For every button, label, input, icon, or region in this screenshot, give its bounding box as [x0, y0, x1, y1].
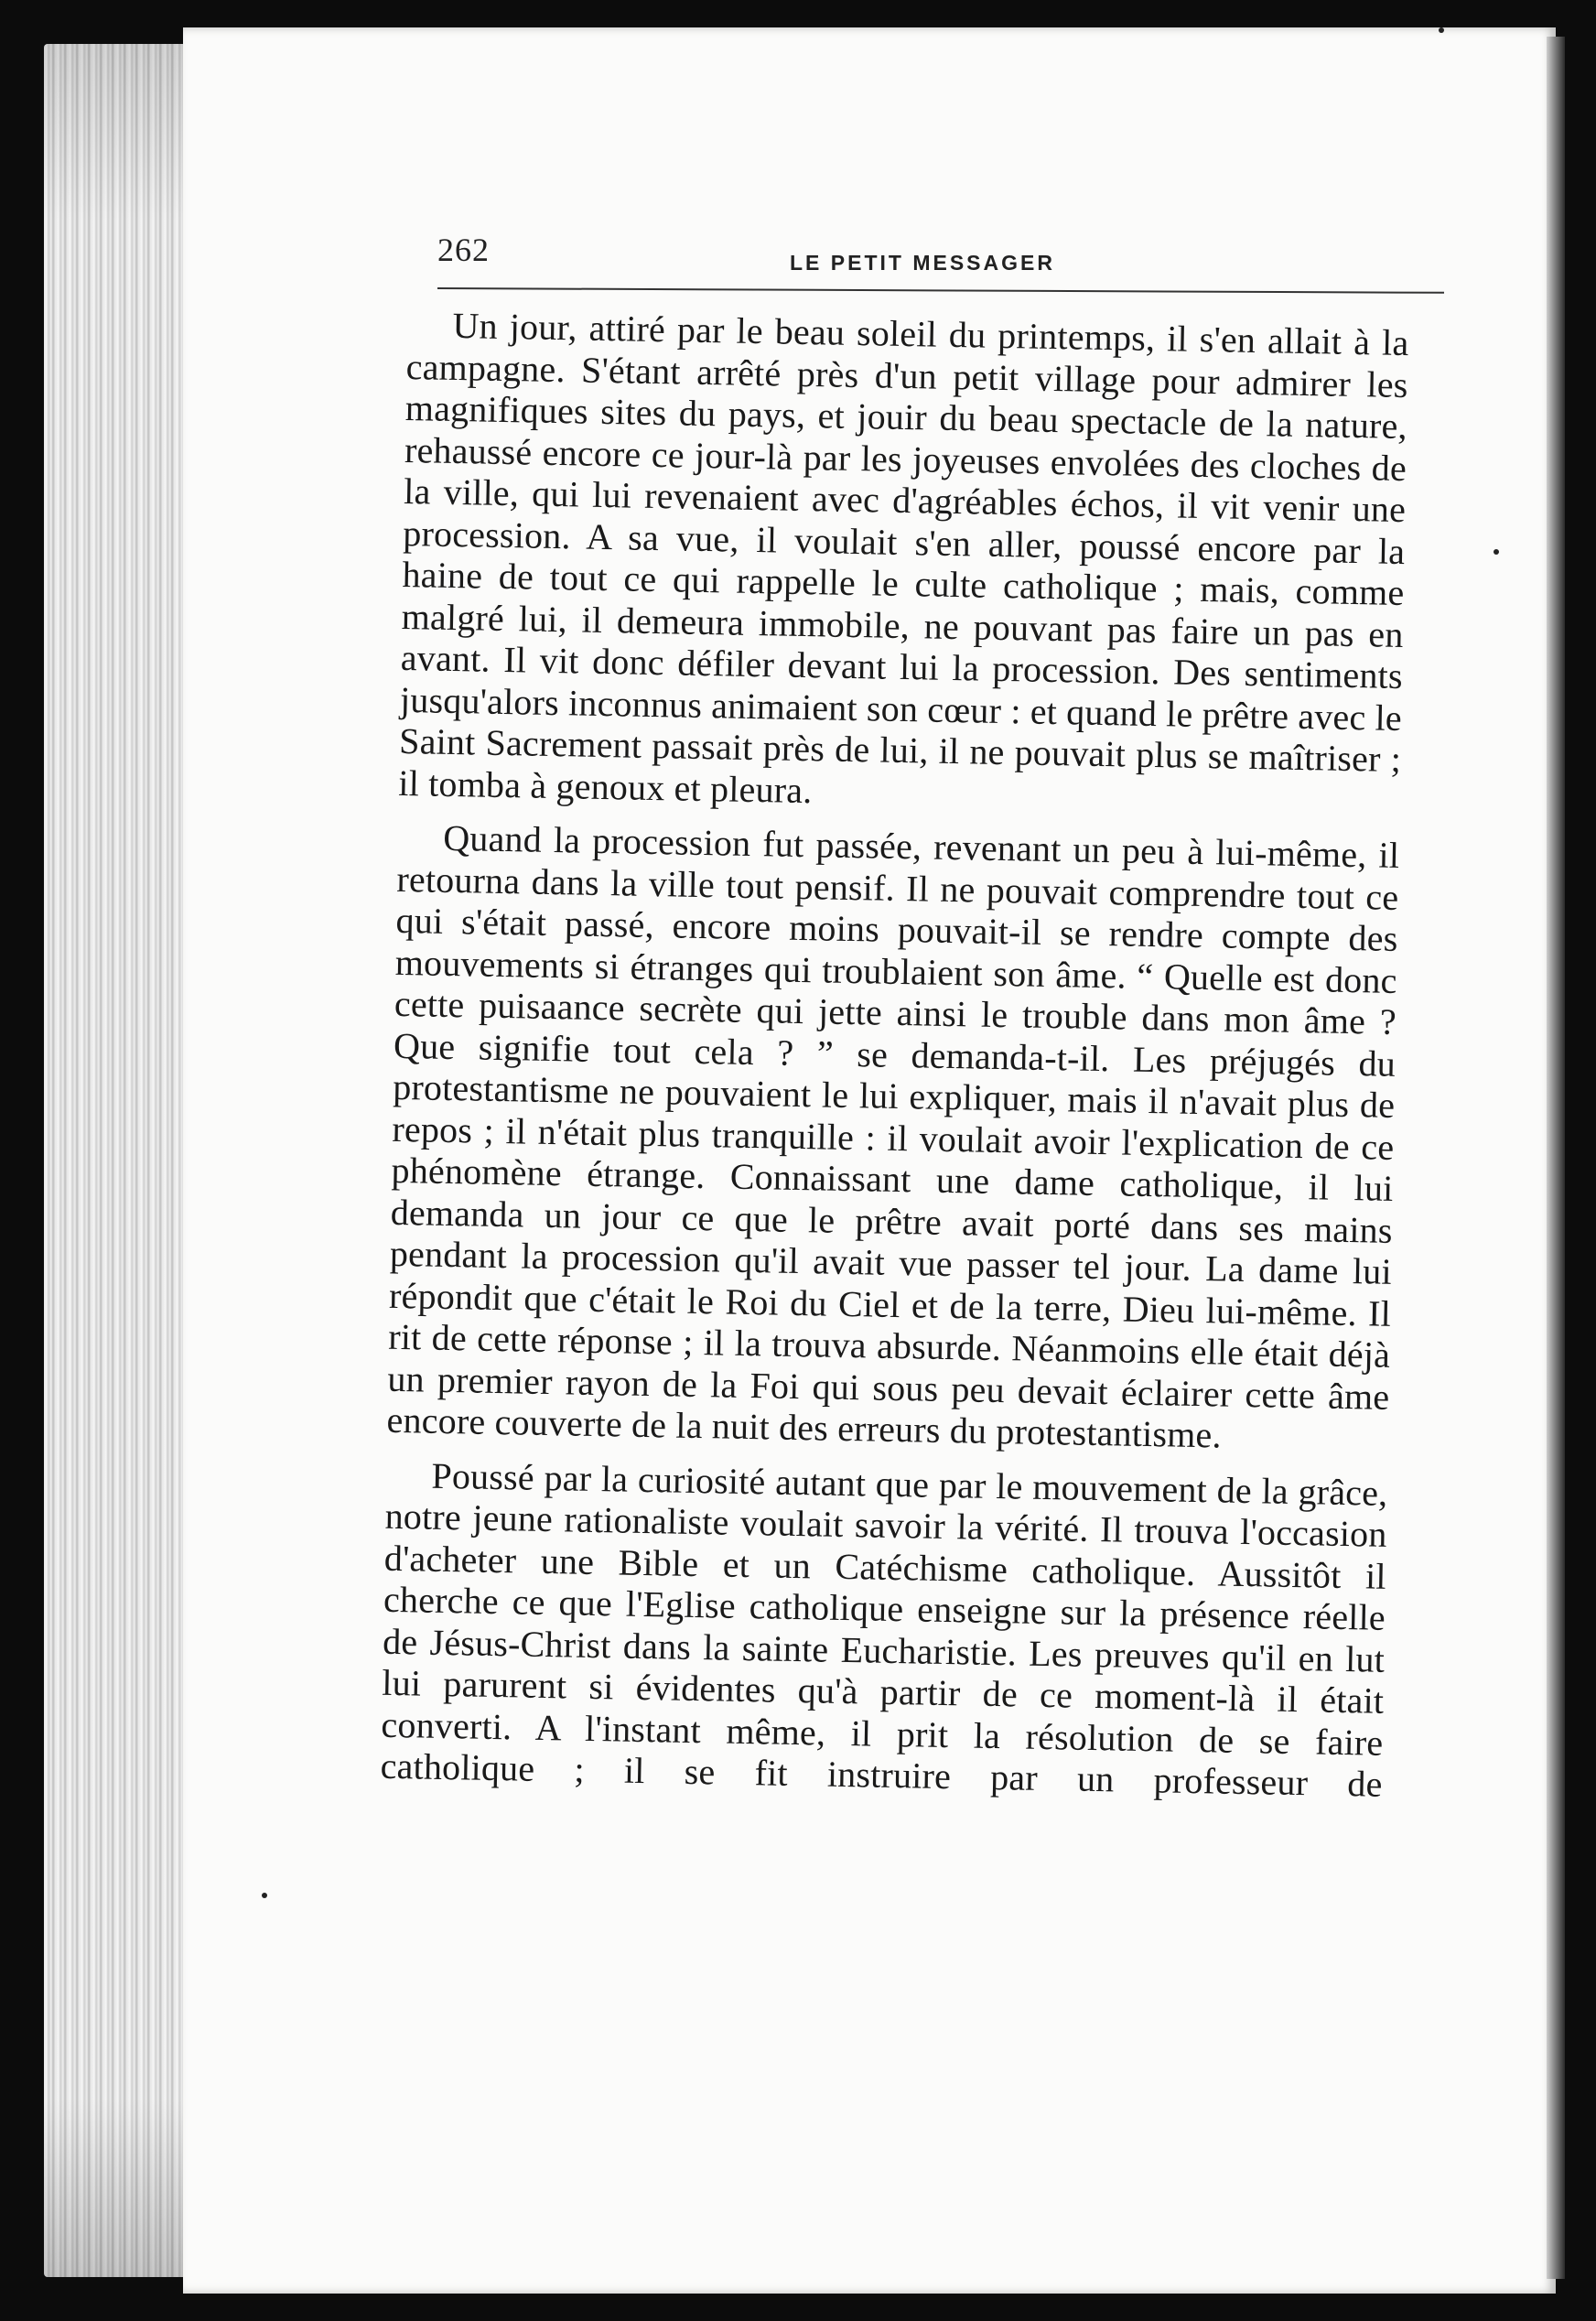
- page-number: 262: [437, 232, 490, 268]
- running-title: LE PETIT MESSAGER: [790, 251, 1055, 275]
- page-header: [437, 231, 1444, 295]
- paragraph: Poussé par la curiosité autant que par le mouvement de la grâce, notre jeune rationaliste voulait savoir la vérité. Il trouva l'occasion d'acheter une Bible et un Catéchisme catholique. Aussitôt il cherche ce que l'Eglise catholique enseigne sur la présence réelle de Jésus-Christ dans la sainte Eucharistie. Les preuves qu'il en lut lui parurent si évidentes qu'à partir de ce moment-là il était converti. A l'instant même, il prit la résolution de se faire catholique ; il se fit instruire par un professeur de: [380, 1454, 1388, 1805]
- scan-speck: [1494, 549, 1499, 555]
- page-right-edge: [1547, 37, 1565, 2279]
- header-rule: [437, 287, 1444, 294]
- paragraph: Quand la procession fut passée, revenant un peu à lui-même, il retourna dans la ville tout pensif. Il ne pouvait comprendre tout ce qui s'était passé, encore moins pouvait-il se rendre compte des mouvements si étranges qui troublaient son âme. “ Quelle est donc cette puisaance secrète qui jette ainsi le trouble dans mon âme ? Que signifie tout cela ? ” se demanda-t-il. Les préjugés du protestantisme ne pouvaient le lui expliquer, mais il n'avait plus de repos ; il n'était plus tranquille : il voulait avoir l'explication de ce phénomène étrange. Connaissant une dame catholique, il lui demanda un jour ce que le prêtre avait porté dans ses mains pendant la procession qu'il avait vue passer tel jour. La dame lui répondit que c'était le Roi du Ciel et de la terre, Dieu lui-même. Il rit de cette réponse ; il la trouva absurde. Néanmoins elle était déjà un premier rayon de la Foi qui sous peu devait éclairer cette âme encore couverte de la nuit des erreurs du protestantisme.: [386, 816, 1400, 1456]
- scan-speck: [262, 1893, 267, 1898]
- scan-speck: [1439, 27, 1444, 33]
- paragraph: Un jour, attiré par le beau soleil du printemps, il s'en allait à la campagne. S'étant arrêté près d'un petit village pour admirer les magnifiques sites du pays, et jouir du beau spectacle de la nature, rehaussé encore ce jour-là par les joyeuses envolées des cloches de la ville, qui lui revenaient avec d'agréables échos, il vit venir une procession. A sa vue, il voulait s'en aller, poussé encore par la haine de tout ce qui rappelle le culte catholique ; mais, comme malgré lui, il demeura immobile, ne pouvant pas faire un pas en avant. Il vit donc défiler devant lui la procession. Des sentiments jusqu'alors inconnus animaient son cœur : et quand le prêtre avec le Saint Sacrement passait près de lui, il ne pouvait plus se maîtriser ; il tomba à genoux et pleura.: [398, 304, 1409, 811]
- body-text: [380, 304, 1409, 1818]
